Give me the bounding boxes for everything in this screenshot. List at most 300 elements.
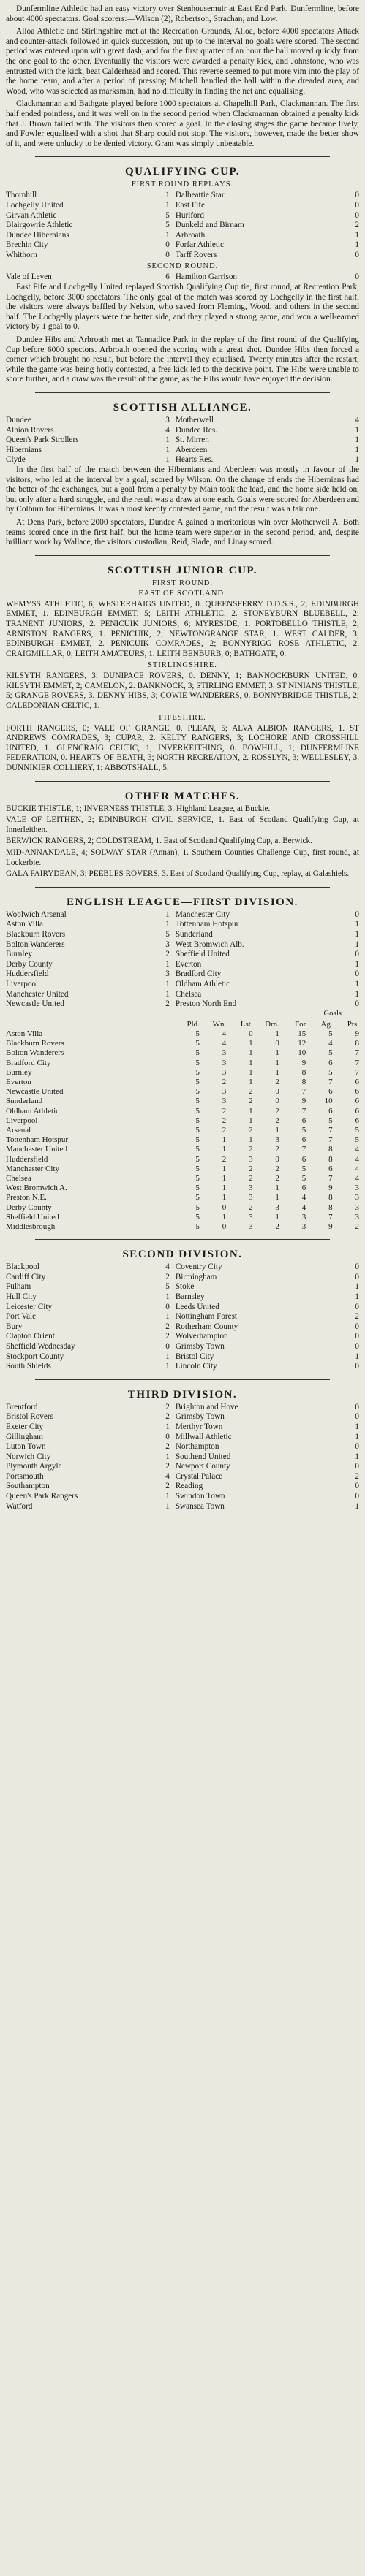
away-score: 1 [355, 940, 359, 949]
results-table [6, 273, 359, 283]
column-header: Pld. [187, 1019, 200, 1029]
stat-cell: 1 [222, 1164, 227, 1173]
stat-cell: 3 [249, 1193, 253, 1203]
away-team: Leeds United [175, 1302, 219, 1311]
away-team: Hamilton Garrison [175, 273, 238, 282]
result-row [6, 1502, 359, 1512]
away-score: 0 [355, 1262, 359, 1272]
away-score: 1 [355, 1501, 359, 1511]
home-team: Blackburn Rovers [6, 929, 66, 939]
result-row [6, 920, 359, 930]
stat-cell: 8 [355, 1039, 359, 1048]
stat-cell: 7 [301, 1145, 306, 1154]
stat-cell: 7 [301, 1106, 306, 1116]
home-team: Derby County [6, 959, 53, 969]
home-team: Albion Rovers [6, 425, 54, 435]
away-team: Wolverhampton [175, 1332, 228, 1341]
stat-cell: 2 [249, 1125, 253, 1135]
home-score: 2 [165, 1322, 170, 1331]
column-header: Wn. [212, 1019, 227, 1029]
team-name: Sheffield United [6, 1212, 59, 1222]
stat-cell: 6 [328, 1058, 333, 1067]
home-team: Queen's Park Rangers [6, 1492, 78, 1501]
column-header: Lst. [240, 1019, 253, 1029]
stat-cell: 1 [222, 1184, 227, 1193]
result-row [6, 1262, 359, 1273]
stat-cell: 3 [222, 1048, 227, 1058]
away-score: 0 [355, 1272, 359, 1281]
away-score: 1 [355, 1452, 359, 1461]
away-team: Aberdeen [175, 445, 208, 454]
result-row [6, 1362, 359, 1372]
stat-cell: 0 [222, 1222, 227, 1231]
away-team: Rotherham County [175, 1322, 238, 1331]
away-score: 1 [355, 445, 359, 454]
results-table [6, 416, 359, 465]
stat-cell: 5 [328, 1067, 333, 1077]
home-team: Brentford [6, 1402, 38, 1411]
stat-cell: 6 [355, 1097, 359, 1106]
home-score: 2 [165, 1332, 170, 1341]
away-score: 0 [355, 191, 359, 200]
other-matches-section [6, 790, 359, 880]
other-match-line: BUCKIE THISTLE, 1; INVERNESS THISTLE, 3. Highland League, at Buckie. [6, 804, 271, 813]
stat-cell: 3 [222, 1097, 227, 1106]
column-header: Pts. [347, 1019, 359, 1029]
home-score: 5 [165, 210, 170, 220]
away-team: Grimsby Town [175, 1412, 225, 1422]
junior-cup-section [6, 565, 359, 774]
result-row [6, 211, 359, 221]
result-row [6, 1482, 359, 1492]
home-team: Manchester United [6, 989, 69, 999]
stat-cell: 7 [328, 1125, 333, 1135]
home-team: Clapton Orient [6, 1332, 55, 1341]
stat-cell: 5 [301, 1164, 306, 1173]
standings-row [6, 1029, 359, 1039]
stat-cell: 8 [301, 1077, 306, 1086]
intro-section [6, 4, 359, 149]
team-name: Bolton Wanderers [6, 1048, 64, 1058]
stat-cell: 5 [328, 1048, 333, 1058]
stat-cell: 5 [195, 1193, 200, 1203]
home-team: Portsmouth [6, 1471, 44, 1481]
standings-row [6, 1048, 359, 1058]
round-title: FIRST ROUND. [152, 579, 213, 587]
stat-cell: 3 [275, 1203, 279, 1212]
away-score: 1 [355, 920, 359, 929]
standings-row [6, 1145, 359, 1154]
team-name: Liverpool [6, 1116, 38, 1125]
stat-cell: 5 [328, 1029, 333, 1038]
away-score: 2 [355, 221, 359, 230]
team-name: Everton [6, 1077, 31, 1086]
stat-cell: 4 [301, 1193, 306, 1203]
stat-cell: 0 [275, 1154, 279, 1164]
result-row [6, 930, 359, 940]
stat-cell: 9 [301, 1097, 306, 1106]
team-name: West Bromwich A. [6, 1184, 67, 1193]
stat-cell: 1 [249, 1067, 253, 1077]
away-team: Grimsby Town [175, 1341, 225, 1351]
region-title: EAST OF SCOTLAND. [138, 589, 227, 598]
home-score: 1 [165, 1312, 170, 1322]
standings-row [6, 1193, 359, 1203]
stat-cell: 3 [355, 1184, 359, 1193]
home-team: Leicester City [6, 1302, 53, 1311]
other-match-line: BERWICK RANGERS, 2; COLDSTREAM, 1. East of Scotland Qualifying Cup, at Berwick. [6, 837, 312, 846]
home-score: 1 [165, 435, 170, 445]
home-team: Dundee [6, 416, 31, 424]
standings-row [6, 1097, 359, 1106]
home-team: Plymouth Argyle [6, 1462, 62, 1471]
stat-cell: 5 [195, 1222, 200, 1231]
away-score: 1 [355, 1282, 359, 1292]
stat-cell: 9 [328, 1222, 333, 1231]
stat-cell: 2 [355, 1222, 359, 1231]
stat-cell: 3 [249, 1222, 253, 1231]
away-score: 1 [355, 455, 359, 465]
stat-cell: 2 [275, 1145, 279, 1154]
english-second-division-section [6, 1249, 359, 1372]
home-team: Fulham [6, 1282, 31, 1292]
home-score: 2 [165, 999, 170, 1009]
away-score: 1 [355, 1432, 359, 1441]
match-report: In the first half of the match between the Hibernians and Aberdeen was mostly in favour of the visitors, who led at the interval by a goal, scored by Wilson. On the change of ends the Hibernians had the better of the exchanges, but a goal from a penalty by Main took the lead, and the home side held on, but only after a hard struggle, and the result was a draw at one each. Goals were scored for Aberdeen and by Colburn for Hibernians. It was a most keenly contested game, and the result was a fair one. [6, 465, 359, 514]
home-score: 5 [165, 929, 170, 939]
home-score: 1 [165, 989, 170, 999]
away-team: Southend United [175, 1452, 231, 1461]
team-name: Tottenham Hotspur [6, 1135, 69, 1145]
stat-cell: 6 [328, 1106, 333, 1116]
result-row [6, 1492, 359, 1502]
stat-cell: 5 [195, 1135, 200, 1145]
stat-cell: 5 [195, 1203, 200, 1212]
other-match-line: GALA FAIRYDEAN, 3; PEEBLES ROVERS, 3. East of Scotland Qualifying Cup, replay, at Galashiels. [6, 869, 350, 879]
stat-cell: 3 [249, 1184, 253, 1193]
away-score: 1 [355, 959, 359, 969]
home-team: Stockport County [6, 1352, 64, 1361]
stat-cell: 7 [328, 1212, 333, 1222]
stat-cell: 7 [301, 1087, 306, 1097]
away-team: Swindon Town [175, 1492, 225, 1501]
other-match-line: MID-ANNANDALE, 4; SOLWAY STAR (Annan), 1. Southern Counties Challenge Cup, first round, at Lockerbie. [6, 848, 359, 867]
standings-row [6, 1068, 359, 1078]
result-row [6, 1442, 359, 1452]
standings-row [6, 1165, 359, 1174]
home-score: 1 [165, 979, 170, 988]
home-team: Queen's Park Strollers [6, 435, 79, 445]
result-row [6, 273, 359, 283]
home-team: Sheffield Wednesday [6, 1341, 75, 1351]
away-team: Bristol City [175, 1352, 214, 1361]
home-team: Burnley [6, 950, 33, 959]
away-score: 0 [355, 1362, 359, 1371]
result-row [6, 416, 359, 426]
stat-cell: 4 [355, 1154, 359, 1164]
stat-cell: 8 [328, 1145, 333, 1154]
section-title: SCOTTISH JUNIOR CUP. [108, 564, 257, 576]
home-team: Bolton Wanderers [6, 940, 65, 949]
home-score: 1 [165, 1422, 170, 1431]
stat-cell: 5 [195, 1029, 200, 1038]
stat-cell: 3 [249, 1212, 253, 1222]
stat-cell: 1 [249, 1135, 253, 1145]
stat-cell: 9 [355, 1029, 359, 1038]
region-title: FIFESHIRE. [159, 713, 206, 722]
section-divider [35, 887, 330, 888]
home-team: Clyde [6, 455, 26, 465]
english-third-division-section [6, 1389, 359, 1512]
stat-cell: 2 [249, 1203, 253, 1212]
away-team: Merthyr Town [175, 1422, 223, 1431]
home-score: 2 [165, 950, 170, 959]
away-score: 1 [355, 989, 359, 999]
home-score: 4 [165, 1471, 170, 1481]
team-name: Sunderland [6, 1097, 43, 1106]
stat-cell: 5 [195, 1067, 200, 1077]
stat-cell: 4 [222, 1039, 227, 1048]
section-divider [35, 1239, 330, 1240]
stat-cell: 0 [275, 1039, 279, 1048]
stat-cell: 6 [328, 1164, 333, 1173]
stat-cell: 2 [275, 1222, 279, 1231]
stat-cell: 2 [222, 1106, 227, 1116]
region-results: KILSYTH RANGERS, 3; DUNIPACE ROVERS, 0. DENNY, 1; BANNOCKBURN UNITED, 0. KILSYTH EMMET, 2; CAMELON, 2. BANKNOCK, 3; STIRLING EMMET, 3. ST NINIANS THISTLE, 5; GRANGE ROVERS, 3. DENNY HIBS, 3; COWIE WANDERERS, 0. BONNYBRIDGE THISTLE, 2; CALEDONIAN CELTIC, 1. [6, 671, 359, 711]
stat-cell: 5 [195, 1184, 200, 1193]
away-team: Birmingham [175, 1272, 217, 1281]
match-report: East Fife and Lochgelly United replayed Scottish Qualifying Cup tie, first round, at Recreation Park, Lochgelly, before 3000 spectators. The only goal of the match was scored by Lochgelly in the first half, the visitors were always baffled by Nelson, who saved from Fleming, Wood, and others in the second half. The Lochgelly players were the better side, and they played a strong game, and won a well-earned victory by 1 goal to 0. [6, 283, 359, 332]
standings-row [6, 1078, 359, 1087]
result-row [6, 251, 359, 261]
away-team: Lincoln City [175, 1362, 217, 1371]
away-team: East Fife [175, 200, 205, 210]
stat-cell: 3 [222, 1087, 227, 1097]
result-row [6, 1303, 359, 1313]
result-row [6, 1312, 359, 1322]
section-divider [35, 392, 330, 393]
stat-cell: 1 [222, 1212, 227, 1222]
stat-cell: 4 [328, 1039, 333, 1048]
stat-cell: 1 [222, 1173, 227, 1183]
standings-row [6, 1184, 359, 1193]
stat-cell: 2 [249, 1145, 253, 1154]
stat-cell: 3 [222, 1058, 227, 1067]
team-name: Blackburn Rovers [6, 1039, 64, 1048]
away-score: 1 [355, 929, 359, 939]
home-score: 5 [165, 221, 170, 230]
section-title: ENGLISH LEAGUE—FIRST DIVISION. [67, 896, 298, 908]
home-team: Vale of Leven [6, 273, 52, 282]
standings-row [6, 1039, 359, 1048]
stat-cell: 10 [298, 1048, 306, 1058]
team-name: Bradford City [6, 1058, 51, 1067]
standings-row [6, 1174, 359, 1184]
stat-cell: 2 [222, 1154, 227, 1164]
team-name: Arsenal [6, 1125, 31, 1135]
away-score: 0 [355, 1302, 359, 1311]
stat-cell: 5 [195, 1048, 200, 1058]
stat-cell: 1 [222, 1145, 227, 1154]
stat-cell: 3 [355, 1193, 359, 1203]
stat-cell: 5 [195, 1058, 200, 1067]
match-report: At Dens Park, before 2000 spectators, Dundee A gained a meritorious win over Motherwell A. Both teams scored once in the first half, but the home team were superior in the second period, and, despite brilliant work by Wallace, the visitors' custodian, Reid, Slade, and Linay scored. [6, 517, 359, 547]
stat-cell: 4 [301, 1203, 306, 1212]
home-team: Blairgowrie Athletic [6, 221, 73, 230]
home-score: 2 [165, 1402, 170, 1411]
result-row [6, 1422, 359, 1433]
away-score: 1 [355, 1352, 359, 1361]
match-report: Dundee Hibs and Arbroath met at Tannadice Park in the replay of the first round of the Qualifying Cup before 6000 spectors. Arbroath opened the scoring with a great shot. Dundee Hibs then forced a corner which brought no result, but before the interval they equalised. Twenty minutes after the restart, while the game was being hotly contested, a free kick led to the decisive point. The Hibs were unable to score further, and a draw was the result of the game, as the Hibs would have enjoyed the decision. [6, 335, 359, 384]
away-team: Sunderland [175, 929, 213, 939]
away-team: Sheffield United [175, 950, 230, 959]
home-score: 1 [165, 1352, 170, 1361]
stat-cell: 4 [355, 1164, 359, 1173]
section-title: SECOND DIVISION. [122, 1249, 243, 1261]
round-title: FIRST ROUND REPLAYS. [131, 180, 234, 189]
stat-cell: 4 [222, 1029, 227, 1038]
home-team: Dundee Hibernians [6, 230, 69, 240]
region-results: FORTH RANGERS, 0; VALE OF GRANGE, 0. PLEAN, 5; ALVA ALBION RANGERS, 1. ST ANDREWS COMRADES, 3; CUPAR, 2. KELTY RANGERS, 3; LOCHORE AND CROSSHILL UNITED, 1. GLENCRAIG CELTIC, 1; INVERKEITHING, 0. BOWHILL, 1; DUNFERMLINE FEDERATION, 0. HEARTS OF BEATH, 3; NORTH RECREATION, 2. ROSSLYN, 3; WELLESLEY, 3. DUNNIKIER COLLIERY, 1; ABBOTSHALL, 5. [6, 723, 359, 773]
standings-row [6, 1203, 359, 1213]
result-row [6, 1273, 359, 1283]
stat-cell: 12 [298, 1039, 306, 1048]
stat-cell: 5 [195, 1154, 200, 1164]
away-team: Coventry City [175, 1262, 222, 1272]
home-score: 0 [165, 1302, 170, 1311]
team-name: Derby County [6, 1203, 52, 1212]
away-score: 1 [355, 425, 359, 435]
home-score: 1 [165, 959, 170, 969]
stat-cell: 5 [355, 1135, 359, 1145]
home-team: Brechin City [6, 240, 48, 250]
stat-cell: 1 [275, 1193, 279, 1203]
home-score: 0 [165, 1432, 170, 1441]
home-score: 2 [165, 1412, 170, 1422]
stat-cell: 7 [355, 1067, 359, 1077]
home-score: 3 [165, 940, 170, 949]
stat-cell: 2 [275, 1164, 279, 1173]
stat-cell: 2 [275, 1077, 279, 1086]
stat-cell: 5 [195, 1077, 200, 1086]
stat-cell: 6 [328, 1087, 333, 1097]
intro-paragraph: Alloa Athletic and Stirlingshire met at the Recreation Grounds, Alloa, before 4000 spectators Attack and counter-attack followed in quick succession, but up to the interval no goals were scored. The second period was entered upon with great dash, and for the first quarter of an hour the ball moved quickly from the one goal to the other. Eventually the visitors were awarded a penalty kick, and Johnstone, who was entrusted with the kick, beat Calderhead and scored. This reverse seemed to put more vim into the play of the home team, and after a period of pressing Mitchell handled the ball within the dreaded area, and Wood, who was selected as marksman, had no difficulty in finding the net and equalising. [6, 27, 359, 96]
stat-cell: 1 [222, 1193, 227, 1203]
stat-cell: 1 [275, 1184, 279, 1193]
region-results: WEMYSS ATHLETIC, 6; WESTERHAIGS UNITED, 0. QUEENSFERRY D.D.S.S., 2; EDINBURGH EMMET, 1. EDINBURGH EMMET, 5; LEITH ATHLETIC, 2. STONEYBURN BLUEBELL, 2; TRANENT JUNIORS, 2. PENICUIK JUNIORS, 6; MYRESIDE, 1. PORTOBELLO THISTLE, 2; ARNISTON RANGERS, 1. PENICUIK, 2; NEWTONGRANGE STAR, 1. WEST CALDER, 3; EDINBURGH EMMET, 2. PENICUIK COMRADES, 2; BONNYRIGG ROSE ATHLETIC, 2. CRAIGMILLAR, 0; LEITH AMATEURS, 1. LEITH BENBURB, 0; BATHGATE, 0. [6, 599, 359, 658]
home-team: Port Vale [6, 1312, 37, 1322]
stat-cell: 1 [222, 1135, 227, 1145]
away-score: 2 [355, 1471, 359, 1481]
away-score: 1 [355, 435, 359, 445]
stat-cell: 5 [195, 1097, 200, 1106]
away-score: 1 [355, 240, 359, 250]
result-row [6, 980, 359, 990]
section-divider [35, 555, 330, 556]
result-row [6, 1462, 359, 1472]
home-team: South Shields [6, 1362, 51, 1371]
stat-cell: 5 [195, 1039, 200, 1048]
away-team: Newport County [175, 1462, 230, 1471]
away-team: Swansea Town [175, 1501, 225, 1511]
column-header: Drn. [265, 1019, 279, 1029]
stat-cell: 2 [275, 1173, 279, 1183]
result-row [6, 1403, 359, 1413]
stat-cell: 8 [301, 1067, 306, 1077]
result-row [6, 231, 359, 241]
away-team: Crystal Palace [175, 1471, 223, 1481]
result-row [6, 1472, 359, 1482]
away-team: Nottingham Forest [175, 1312, 238, 1322]
other-match-line: VALE OF LEITHEN, 2; EDINBURGH CIVIL SERVICE, 1. East of Scotland Qualifying Cup, at Innerleithen. [6, 815, 359, 834]
result-row [6, 1282, 359, 1292]
stat-cell: 5 [195, 1116, 200, 1125]
stat-cell: 0 [222, 1203, 227, 1212]
result-row [6, 191, 359, 201]
team-name: Burnley [6, 1067, 32, 1077]
stat-cell: 8 [328, 1193, 333, 1203]
stat-cell: 1 [249, 1106, 253, 1116]
away-score: 0 [355, 1332, 359, 1341]
away-score: 1 [355, 1292, 359, 1301]
home-score: 2 [165, 1462, 170, 1471]
stat-cell: 6 [301, 1184, 306, 1193]
goals-label: Goals [323, 1009, 342, 1018]
away-team: Bradford City [175, 969, 222, 979]
stat-cell: 5 [301, 1125, 306, 1135]
home-score: 3 [165, 416, 170, 424]
intro-paragraph: Clackmannan and Bathgate played before 1000 spectators at Chapelhill Park, Clackmannan. The first half ended pointless, and it was well on in the second period when Clackmannan obtained a penalty kick that J. Brown failed with. The visitors then scored a goal. In the closing stages the game became lively, and Fowler equalised with a shot that Sharp could not stop. The visitors, however, made the better show of it, and were unlucky to be denied victory. Grant was simply unbeatable. [6, 99, 359, 148]
result-row [6, 221, 359, 231]
away-team: Hearts Res. [175, 455, 214, 465]
away-team: Motherwell [175, 416, 214, 424]
standings-row [6, 1222, 359, 1232]
result-row [6, 1433, 359, 1443]
home-team: Aston Villa [6, 920, 44, 929]
stat-cell: 3 [301, 1212, 306, 1222]
stat-cell: 9 [328, 1184, 333, 1193]
away-score: 0 [355, 1402, 359, 1411]
away-team: St. Mirren [175, 435, 209, 445]
team-name: Huddersfield [6, 1154, 48, 1164]
stat-cell: 7 [328, 1077, 333, 1086]
stat-cell: 3 [222, 1067, 227, 1077]
standings-row [6, 1107, 359, 1116]
away-team: Reading [175, 1482, 203, 1491]
stat-cell: 0 [275, 1097, 279, 1106]
scottish-alliance-section [6, 402, 359, 548]
stat-cell: 7 [355, 1058, 359, 1067]
away-score: 2 [355, 1312, 359, 1322]
home-team: Bury [6, 1322, 23, 1331]
section-title: SCOTTISH ALLIANCE. [113, 402, 252, 414]
stat-cell: 8 [328, 1154, 333, 1164]
away-score: 0 [355, 1492, 359, 1501]
stat-cell: 6 [355, 1116, 359, 1125]
league-table [6, 1020, 359, 1232]
home-team: Blackpool [6, 1262, 39, 1272]
away-score: 0 [355, 1322, 359, 1331]
stat-cell: 4 [355, 1173, 359, 1183]
home-score: 4 [165, 1262, 170, 1272]
home-score: 1 [165, 230, 170, 240]
stat-cell: 1 [275, 1067, 279, 1077]
home-team: Gillingham [6, 1432, 43, 1441]
away-team: Stoke [175, 1282, 195, 1292]
away-score: 1 [355, 1422, 359, 1431]
intro-paragraph: Dunfermline Athletic had an easy victory over Stenhousemuir at East End Park, Dunfermline, before about 4000 spectators. Goal scorers:—Wilson (2), Robertson, Strachan, and Low. [6, 4, 359, 23]
away-score: 1 [355, 979, 359, 988]
